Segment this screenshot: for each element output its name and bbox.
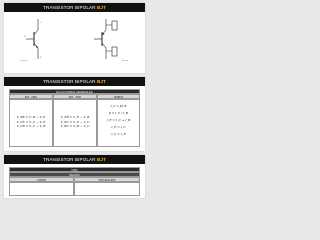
col-both-header: AMBOS [97,94,140,99]
pnp-eq: V_EB = V_E − V_B [60,115,90,119]
slide-2 [4,77,145,151]
title-accent: BJT [96,79,106,84]
caption-right: Emisor [122,60,129,62]
npn-eq: V_CB = V_C − V_B [16,124,46,129]
npn-eq: V_BE = V_B − V_E [16,115,46,119]
saturation-cell [74,182,140,196]
slide-1-title [4,3,145,12]
npn-header: NPN [9,167,140,172]
title-main: TRANSISTOR BIPOLAR [43,79,97,84]
title-main: TRANSISTOR BIPOLAR [43,157,97,162]
svg-text:B: B [24,36,26,38]
npn-transistor-diagram [18,17,60,63]
cut-header: CORTE [9,177,74,182]
slide-1 [4,3,145,73]
pnp-equations-cell [53,99,97,147]
both-eq: I_E = I_C + I_B [106,118,131,122]
svg-text:C: C [40,22,42,24]
pnp-eq: V_BC = V_B − V_C [60,124,90,129]
slide-2-title [4,77,145,86]
both-equations-cell [97,99,140,147]
both-eq: β = I_C / I_B [109,111,128,115]
col-npn-header: BJT - NPN [9,94,53,99]
slide-3 [4,155,145,198]
both-eq: I_C = I_E [111,132,126,136]
col-pnp-header: BJT - PNP [53,94,97,99]
title-main: TRANSISTOR BIPOLAR [43,5,97,10]
npn-eq: V_CE = V_C − V_E [16,119,46,124]
cut-cell [9,182,74,196]
pnp-eq: V_EC = V_E − V_C [60,119,90,124]
pnp-transistor-diagram [84,17,132,63]
region-header: REGIÓN [9,172,140,177]
both-eq: I_C = βI_B [110,104,127,108]
title-accent: BJT [96,157,106,162]
slide-3-title [4,155,145,164]
caption-left: Colector [20,60,28,62]
svg-text:E: E [40,57,42,59]
equations-header: ECUACIONES GENERALES [9,89,140,94]
saturation-header: SATURACIÓN [74,177,140,182]
both-eq: I_E = I_C [111,125,126,129]
title-accent: BJT [96,5,106,10]
npn-equations-cell [9,99,53,147]
